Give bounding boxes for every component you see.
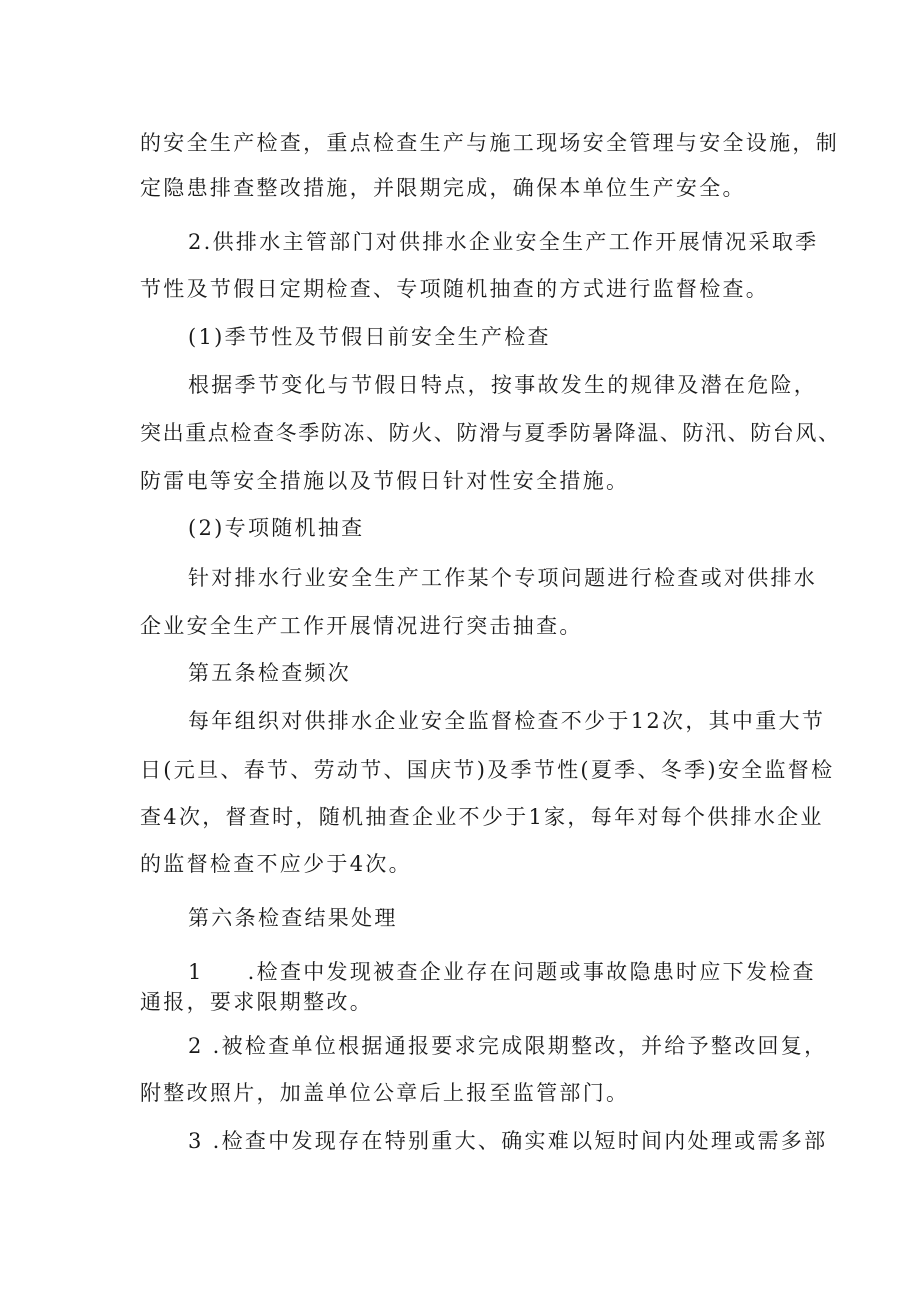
text-line: 企业安全生产工作开展情况进行突击抽查。	[140, 614, 583, 638]
text-line: 定隐患排查整改措施，并限期完成，确保本单位生产安全。	[140, 176, 746, 200]
text-line: 突出重点检查冬季防冻、防火、防滑与夏季防暑降温、防汛、防台风、	[140, 421, 841, 445]
text-line: 3 .检查中发现存在特别重大、确实难以短时间内处理或需多部	[188, 1129, 828, 1153]
text-line: 查4次，督查时，随机抽查企业不少于1家，每年对每个供排水企业	[140, 805, 824, 829]
article-heading: 第六条检查结果处理	[188, 906, 398, 930]
text-line: 的监督检查不应少于4次。	[140, 852, 412, 876]
text-line: 根据季节变化与节假日特点，按事故发生的规律及潜在危险，	[188, 373, 818, 397]
text-line: 日(元旦、春节、劳动节、国庆节)及季节性(夏季、冬季)安全监督检	[140, 758, 835, 782]
text-line: 2 .被检查单位根据通报要求完成限期整改，并给予整改回复，	[188, 1034, 828, 1058]
article-heading: 第五条检查频次	[188, 661, 352, 685]
text-line: 2.供排水主管部门对供排水企业安全生产工作开展情况采取季	[188, 230, 819, 254]
text-line: 附整改照片，加盖单位公章后上报至监管部门。	[140, 1081, 630, 1105]
item-number: 1	[188, 960, 204, 984]
section-heading: (1)季节性及节假日前安全生产检查	[188, 325, 551, 349]
section-heading: (2)专项随机抽查	[188, 516, 365, 540]
text-line: 通报，要求限期整改。	[140, 990, 373, 1014]
text-line: 节性及节假日定期检查、专项随机抽查的方式进行监督检查。	[140, 277, 770, 301]
numbered-line	[188, 957, 816, 987]
text-line: 每年组织对供排水企业安全监督检查不少于12次，其中重大节	[188, 709, 826, 733]
text-line: 的安全生产检查，重点检查生产与施工现场安全管理与安全设施，制	[140, 131, 839, 155]
text-line: 针对排水行业安全生产工作某个专项问题进行检查或对供排水	[188, 566, 818, 590]
text-line: 防雷电等安全措施以及节假日针对性安全措施。	[140, 469, 630, 493]
item-text: .检查中发现被查企业存在问题或事故隐患时应下发检查	[247, 960, 816, 984]
